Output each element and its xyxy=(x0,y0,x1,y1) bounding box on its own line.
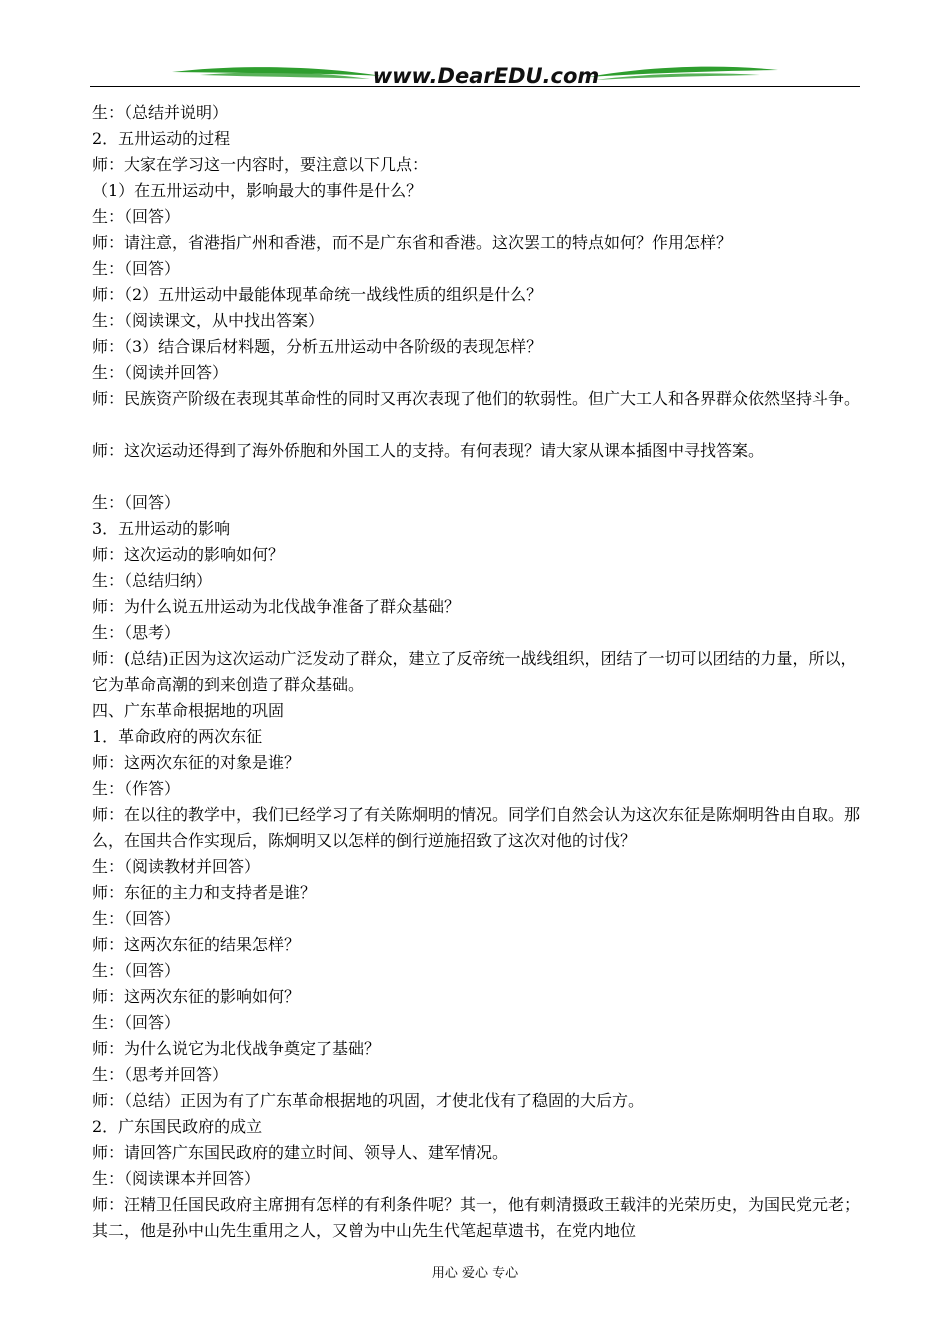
section-heading: 3．五卅运动的影响 xyxy=(92,519,231,538)
text-line: 生：（阅读课文，从中找出答案） xyxy=(92,311,325,330)
text-line: 师：这两次东征的对象是谁？ xyxy=(92,753,301,772)
text-paragraph: 师：这次运动还得到了海外侨胞和外国工人的支持。有何表现？请大家从课本插图中寻找答案。 xyxy=(92,441,765,460)
text-line: 师：请回答广东国民政府的建立时间、领导人、建军情况。 xyxy=(92,1143,509,1162)
text-line: 师：（2）五卅运动中最能体现革命统一战线性质的组织是什么？ xyxy=(92,285,543,304)
text-line: 生：（思考并回答） xyxy=(92,1065,229,1084)
text-line: 生：（作答） xyxy=(92,779,181,798)
text-line: 生：（回答） xyxy=(92,909,181,928)
text-paragraph: 师：(总结)正因为这次运动广泛发动了群众，建立了反帝统一战线组织，团结了一切可以团结的力量，所以，它为革命高潮的到来创造了群众基础。 xyxy=(92,649,857,694)
text-line: 师：请注意，省港指广州和香港，而不是广东省和香港。这次罢工的特点如何？作用怎样？ xyxy=(92,233,733,252)
section-heading: 2．广东国民政府的成立 xyxy=(92,1117,263,1136)
document-body xyxy=(92,100,864,1244)
site-name: www.DearEDU.com xyxy=(372,64,600,88)
text-paragraph: 师：在以往的教学中，我们已经学习了有关陈炯明的情况。同学们自然会认为这次东征是陈炯明咎由自取。那么，在国共合作实现后，陈炯明又以怎样的倒行逆施招致了这次对他的讨伐？ xyxy=(92,805,861,850)
header-rule xyxy=(90,86,860,87)
text-line: 师：东征的主力和支持者是谁？ xyxy=(92,883,317,902)
text-line: 师：这次运动的影响如何？ xyxy=(92,545,285,564)
text-line: 生：（思考） xyxy=(92,623,181,642)
text-line: 师：为什么说五卅运动为北伐战争准备了群众基础？ xyxy=(92,597,461,616)
text-line: （1）在五卅运动中，影响最大的事件是什么？ xyxy=(92,181,423,200)
text-line: 师：这两次东征的影响如何？ xyxy=(92,987,301,1006)
text-line: 生：（阅读教材并回答） xyxy=(92,857,261,876)
text-line: 生：（回答） xyxy=(92,259,181,278)
text-line: 师：大家在学习这一内容时，要注意以下几点： xyxy=(92,155,429,174)
text-paragraph: 师：汪精卫任国民政府主席拥有怎样的有利条件呢？其一，他有刺清摄政王载沣的光荣历史，为国民党元老；其二，他是孙中山先生重用之人，又曾为中山先生代笔起草遗书，在党内地位 xyxy=(92,1195,861,1240)
section-heading: 四、广东革命根据地的巩固 xyxy=(92,701,285,720)
text-line: 生：（阅读并回答） xyxy=(92,363,229,382)
text-line: 师：（总结）正因为有了广东革命根据地的巩固，才使北伐有了稳固的大后方。 xyxy=(92,1091,645,1110)
text-line: 生：（阅读课本并回答） xyxy=(92,1169,261,1188)
text-line: 生：（回答） xyxy=(92,207,181,226)
text-line: 师：（3）结合课后材料题，分析五卅运动中各阶级的表现怎样？ xyxy=(92,337,543,356)
text-line: 生：（总结归纳） xyxy=(92,571,213,590)
text-line: 生：（回答） xyxy=(92,493,181,512)
section-heading: 2．五卅运动的过程 xyxy=(92,129,231,148)
text-line: 生：（回答） xyxy=(92,1013,181,1032)
section-heading: 1．革命政府的两次东征 xyxy=(92,727,263,746)
text-line: 师：这两次东征的结果怎样？ xyxy=(92,935,301,954)
text-line: 师：为什么说它为北伐战争奠定了基础？ xyxy=(92,1039,381,1058)
text-paragraph: 师：民族资产阶级在表现其革命性的同时又再次表现了他们的软弱性。但广大工人和各界群众依然坚持斗争。 xyxy=(92,389,861,408)
text-line: 生：（回答） xyxy=(92,961,181,980)
page-footer: 用心 爱心 专心 xyxy=(431,1266,519,1281)
text-line: 生：（总结并说明） xyxy=(92,103,229,122)
